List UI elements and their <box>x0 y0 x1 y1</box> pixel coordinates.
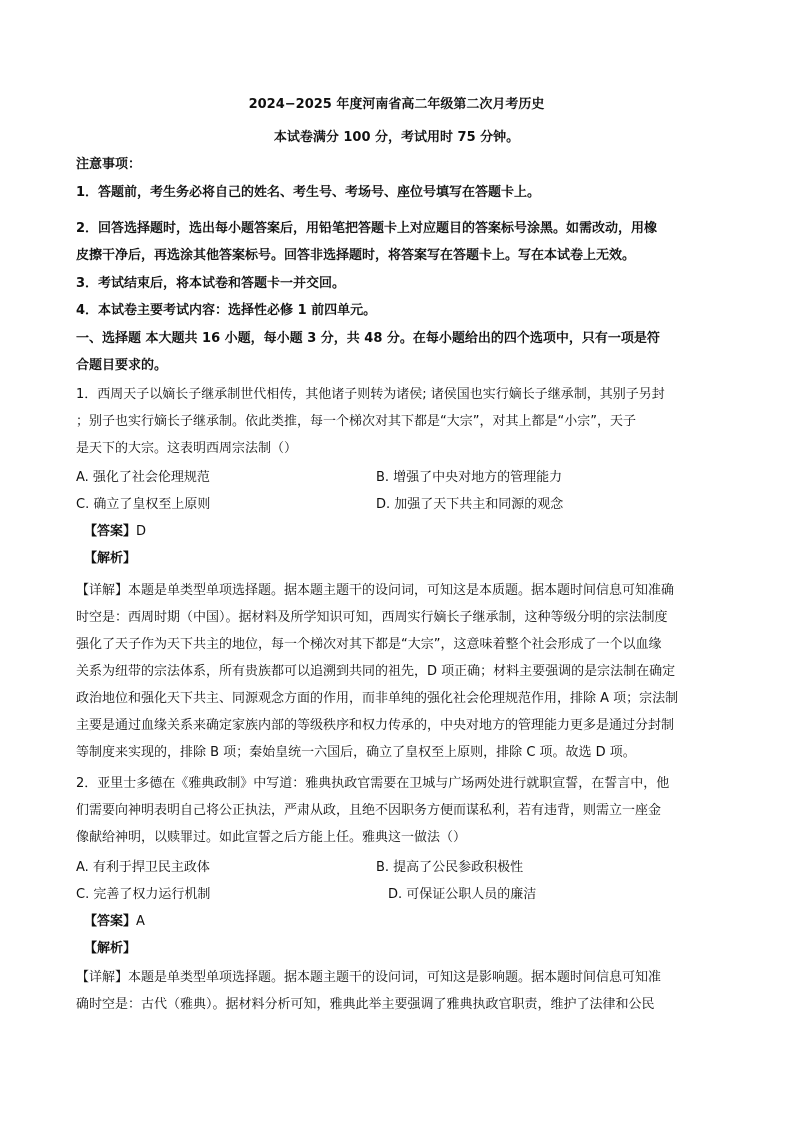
q2-detail-line-1: 【详解】本题是单类型单项选择题。据本题主题干的设问词，可知这是影响题。据本题时间信息可知准 <box>76 970 662 985</box>
q2-option-b: B. 提高了公民参政积极性 <box>376 860 524 875</box>
notice-heading: 注意事项： <box>76 157 142 172</box>
q2-detail-line-2: 确时空是：古代（雅典）。据材料分析可知，雅典此举主要强调了雅典执政官职责，维护了法律和公民 <box>76 997 655 1012</box>
q1-answer <box>84 524 146 540</box>
q1-detail-line-1: 【详解】本题是单类型单项选择题。据本题主题干的设问词，可知这是本质题。据本题时间信息可知准确 <box>76 583 675 598</box>
q1-detail-line-2: 时空是：西周时期（中国）。据材料及所学知识可知，西周实行嫡长子继承制，这种等级分明的宗法制度 <box>76 610 668 625</box>
q2-option-d: D. 可保证公职人员的廉洁 <box>388 887 537 902</box>
exam-title: 2024−2025 年度河南省高二年级第二次月考历史 <box>248 97 545 112</box>
q1-detail-line-6: 主要是通过血缘关系来确定家族内部的等级秩序和权力传承的，中央对地方的管理能力更多是通过分封制 <box>76 718 675 733</box>
answer-value: A <box>136 914 145 929</box>
q2-stem-line-3: 像献给神明，以赎罪过。如此宣誓之后方能上任。雅典这一做法（） <box>76 830 467 845</box>
answer-label: 【答案】 <box>84 914 137 929</box>
q1-stem-line-2: ；别子也实行嫡长子继承制。依此类推，每一个梯次对其下都是“大宗”，对其上都是“小宗”，天子 <box>76 414 636 429</box>
q1-detail-line-3: 强化了天子作为天下共主的地位，每一个梯次对其下都是“大宗”，这意味着整个社会形成了一个以血缘 <box>76 637 662 652</box>
q1-detail-line-5: 政治地位和强化天下共主、同源观念方面的作用，而非单纯的强化社会伦理规范作用，排除 A 项；宗法制 <box>76 691 679 706</box>
answer-value: D <box>136 524 147 539</box>
q2-analysis-label: 【解析】 <box>84 941 137 956</box>
section-heading-cont: 合题目要求的。 <box>76 358 168 373</box>
q2-option-a: A. 有利于捍卫民主政体 <box>76 860 210 875</box>
q1-detail-line-4: 关系为纽带的宗法体系，所有贵族都可以追溯到共同的祖先，D 项正确；材料主要强调的是宗法制在确定 <box>76 664 676 679</box>
q2-stem-line-1: 2．亚里士多德在《雅典政制》中写道：雅典执政官需要在卫城与广场两处进行就职宣誓，在誓言中，他 <box>76 776 670 791</box>
notice-item-2: 2．回答选择题时，选出每小题答案后，用铅笔把答题卡上对应题目的答案标号涂黑。如需改动，用橡 <box>76 221 658 236</box>
q2-option-c: C. 完善了权力运行机制 <box>76 887 211 902</box>
q1-option-c: C. 确立了皇权至上原则 <box>76 497 211 512</box>
exam-subtitle: 本试卷满分 100 分，考试用时 75 分钟。 <box>273 130 520 145</box>
q1-option-b: B. 增强了中央对地方的管理能力 <box>376 470 563 485</box>
q2-answer <box>84 914 145 930</box>
q2-stem-line-2: 们需要向神明表明自己将公正执法，严肃从政，且绝不因职务方便而谋私利，若有违背，则需立一座金 <box>76 803 662 818</box>
notice-item-2-cont: 皮擦干净后，再选涂其他答案标号。回答非选择题时，将答案写在答题卡上。写在本试卷上无效。 <box>76 248 636 263</box>
q1-option-d: D. 加强了天下共主和同源的观念 <box>376 497 564 512</box>
notice-item-4: 4．本试卷主要考试内容：选择性必修 1 前四单元。 <box>76 303 377 318</box>
q1-stem-line-3: 是天下的大宗。这表明西周宗法制（） <box>76 441 298 456</box>
section-heading: 一、选择题 本大题共 16 小题，每小题 3 分，共 48 分。在每小题给出的四个选项中，只有一项是符 <box>76 331 660 346</box>
q1-option-a: A. 强化了社会伦理规范 <box>76 470 210 485</box>
q1-detail-line-7: 等制度来实现的，排除 B 项；秦始皇统一六国后，确立了皇权至上原则，排除 C 项。故选 D 项。 <box>76 745 636 760</box>
notice-item-3: 3．考试结束后，将本试卷和答题卡一并交回。 <box>76 276 346 291</box>
answer-label: 【答案】 <box>84 524 137 539</box>
notice-item-1: 1．答题前，考生务必将自己的姓名、考生号、考场号、座位号填写在答题卡上。 <box>76 185 541 200</box>
q1-stem-line-1: 1．西周天子以嫡长子继承制世代相传，其他诸子则转为诸侯; 诸侯国也实行嫡长子继承制，其别子另封 <box>76 387 665 402</box>
q1-analysis-label: 【解析】 <box>84 551 137 566</box>
